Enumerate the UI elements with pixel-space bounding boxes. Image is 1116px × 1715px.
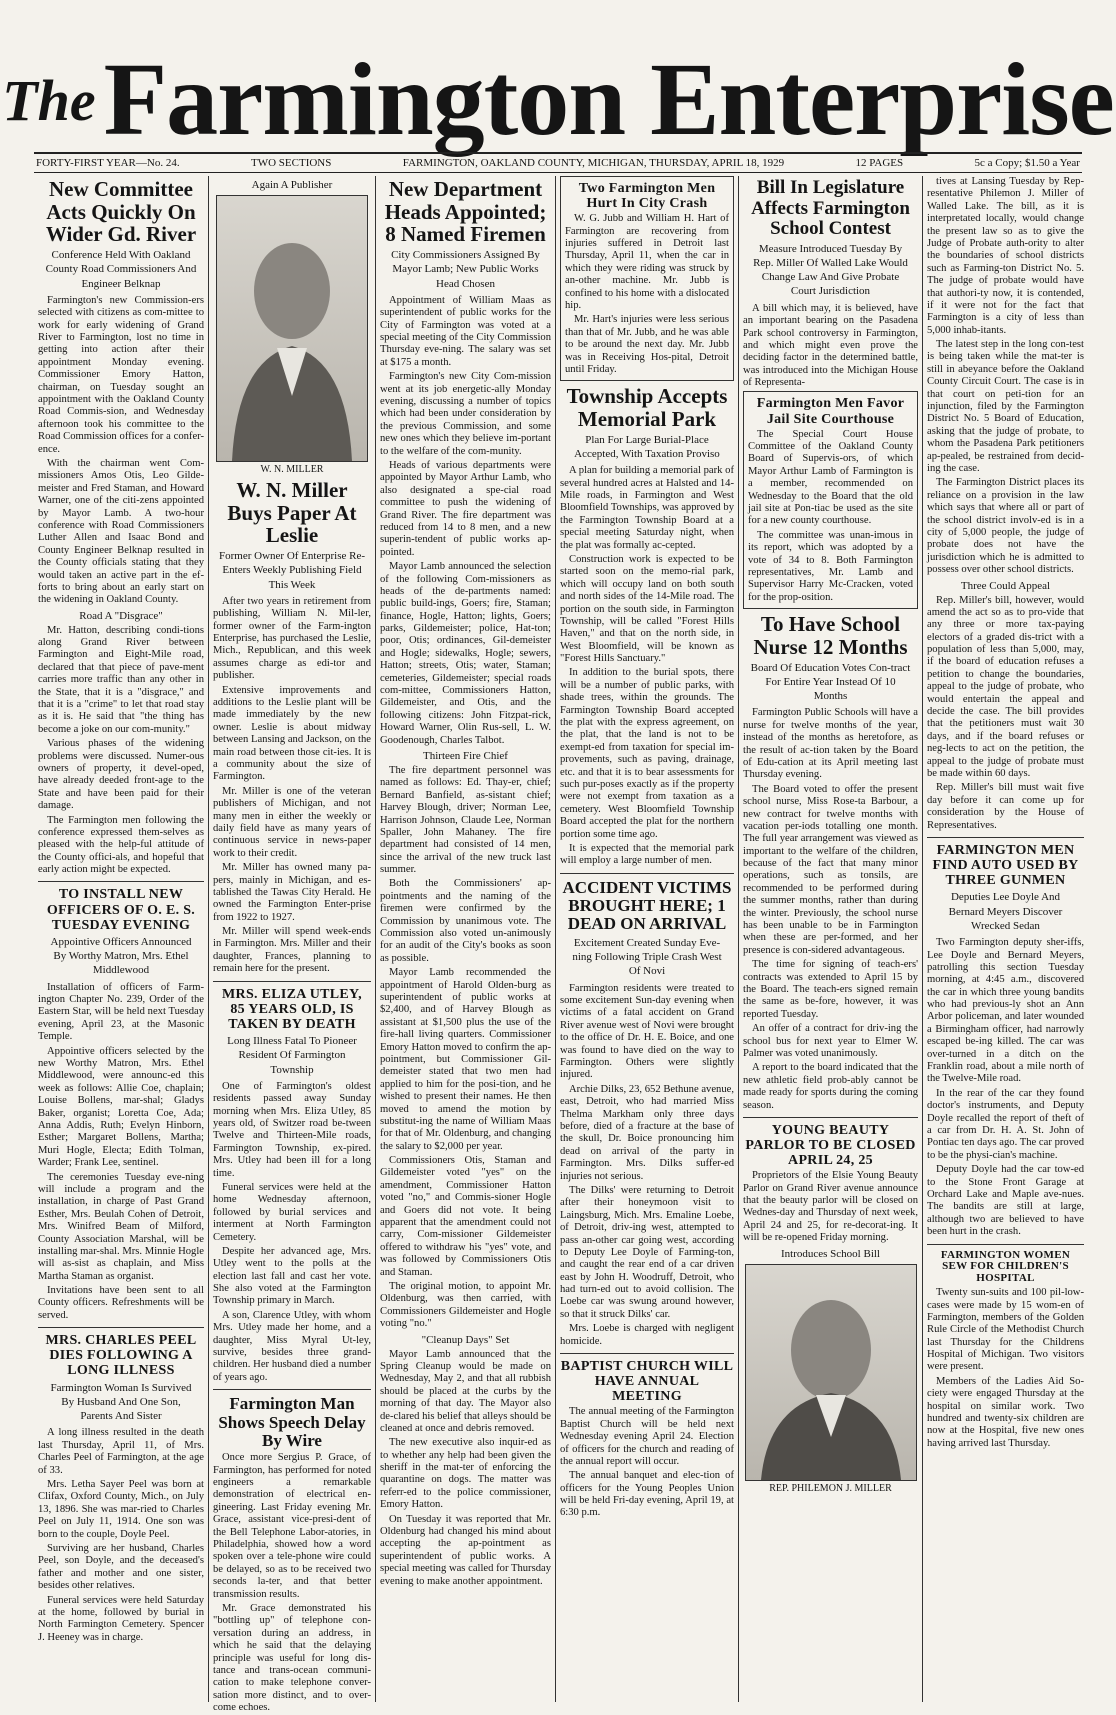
paragraph: Heads of various departments were appointed by Mayor Arthur Lamb, who also designated a spe-cial road committee to push the widening of Grand River. The fire department was reduced from 14 to 8 men, and a new superin-tendent of public works ap-pointed. <box>380 459 551 558</box>
paragraph: The ceremonies Tuesday eve-ning will include a program and the installation, in charge of Past Grand Esther, Mrs. Beulah Cohen of Detroit, Mrs. Winifred Beam of Milford, County Association Marshal, will be installing mar-shal. Mrs. Minnie Hogle will as-sist as chaplain, and Miss Martha Staman as organist. <box>38 1171 204 1282</box>
masthead <box>0 42 1116 157</box>
subhead: "Cleanup Days" Set <box>421 1333 510 1346</box>
deck-auto-gunmen: Deputies Lee Doyle And Bernard Meyers Discover Wrecked Sedan <box>948 891 1063 932</box>
deck-departments: City Commissioners Assigned By Mayor Lamb; New Public Works Head Chosen <box>391 249 540 290</box>
headline-school-nurse: To Have School Nurse 12 Months <box>753 612 908 659</box>
paragraph: Mr. Miller has owned many pa-pers, mainly in Michigan, and es-tablished the Tawas City Herald. He owned the Farmington Enter-prise from 1922 to 1927. <box>213 862 371 923</box>
place-and-date: FARMINGTON, OAKLAND COUNTY, MICHIGAN, THURSDAY, APRIL 18, 1929 <box>402 157 785 169</box>
paragraph: Funeral services were held at the home Wednesday afternoon, followed by burial services and interment at North Farmington Cemetery. <box>213 1181 371 1243</box>
paragraph: Rep. Miller's bill must wait five day before it can come up for consideration by the House of Representatives. <box>927 782 1084 831</box>
column-1 <box>34 176 208 1704</box>
photo-caption: REP. PHILEMON J. MILLER <box>769 1482 892 1494</box>
paragraph: Both the Commissioners' ap-pointments and the naming of the firemen were confirmed by the Commission by unanimous vote. The Commission also voted un-animously for an audit of the City's books as soon as possible. <box>380 878 551 964</box>
deck-school-bill: Measure Introduced Tuesday By Rep. Miller Of Walled Lake Would Change Law And Give Probate Court Jurisdiction <box>753 242 908 298</box>
headline-city-crash: Two Farmington Men Hurt In City Crash <box>578 181 716 212</box>
headline-oes: TO INSTALL NEW OFFICERS OF O. E. S. TUESDAY EVENING <box>46 887 196 933</box>
paragraph: An offer of a contract for driv-ing the school bus for next year to Elmer W. Palmer was voted unanimously. <box>743 1023 918 1059</box>
headline-memorial-park: Township Accepts Memorial Park <box>566 384 728 431</box>
paragraph: The annual meeting of the Farmington Baptist Church will be held next Wednesday evening April 24. Election of officers for the church and reading of the annual report will occur. <box>560 1406 734 1467</box>
paragraph: Commissioners Otis, Staman and Gildemeister voted "yes" on the amendment, Commissioner Hatton voted "no," and Commis-sioner Hogle and Goers did not vote. It being apparent that the amendment could not carry, Com-missioner Gildemeister offered to withdraw his "yes" vote, and was followed by Commissioners Otis and Staman. <box>380 1155 551 1278</box>
divider <box>38 881 204 882</box>
headline-peel: MRS. CHARLES PEEL DIES FOLLOWING A LONG ILLNESS <box>45 1333 197 1379</box>
divider <box>213 1389 371 1390</box>
paragraph: A son, Clarence Utley, with whom Mrs. Utley made her home, and a daughter, Miss Myral Ut-ley, survive, besides three grand-children. Her husband died a number of years ago. <box>213 1309 371 1383</box>
paragraph: Mayor Lamb recommended the appointment of Harold Olden-burg as superintendent of public works at $2,400, and of Harvey Blough as assistant at $1,500 plus the use of the fire-hall living quarters. Commissioner Emory Hatton moved to confirm the ap-pointment, but Commissioner Gil-demeister stated that two men had applied to him for the posi-tion, and he wished to present their names. He then moved to amend the motion by substitut-ing the name of William Maas for that of Mr. Oldenburg, and changing the salary to $2,000 per year. <box>380 967 551 1152</box>
portrait-silhouette-icon <box>746 1265 916 1480</box>
subhead: Road A "Disgrace" <box>79 609 163 622</box>
paragraph: The Dilks' were returning to Detroit after their honeymoon visit to Laingsburg, Mich. Mrs. Emaline Loebe, of Detroit, driv-ing west, attempted to pass an-other car going west, according to Deputy Lee Doyle of Farming-ton, and caught the rear end of a car driven east by John H. Woodruff, Detroit, who had turn-ed out to avoid collision. The Loebe car was swung around however, so that it struck Dilks' car. <box>560 1184 734 1320</box>
divider <box>927 837 1084 838</box>
paragraph: Mr. Miller is one of the veteran publishers of Michigan, and not many men in either the weekly or daily field have as many years of continuous service in news-paper work to their credit. <box>213 785 371 859</box>
paragraph: The time for signing of teach-ers' contracts was extended to April 15 by the Board. The teach-ers signed remain the same as be-fore, however, it was reported Tuesday. <box>743 959 918 1020</box>
column-6 <box>923 176 1088 1704</box>
paragraph: Invitations have been sent to all County officers. Refreshments will be served. <box>38 1285 204 1321</box>
paragraph: On Tuesday it was reported that Mr. Oldenburg had changed his mind about accepting the ap-pointment as superintendent of public works. A special meeting was called for Thursday evening to make another appointment. <box>380 1513 551 1587</box>
deck-accident: Excitement Created Sunday Eve-ning Following Triple Crash West Of Novi <box>572 936 722 978</box>
paragraph: Funeral services were held Saturday at the home, followed by burial in North Farmington Cemetery. Spencer J. Heeney was in charge. <box>38 1594 204 1643</box>
paragraph: Appointive officers selected by the new Worthy Matron, Mrs. Ethel Middlewood, were announc-ed this week as follows: Allie Coe, chaplain; Louise Bollens, mar-shal; Gladys Baker, organist; Loretta Coe, Ada; Anna Addis, Ruth; Evelyn Hinborn, Esther; Margaret Bollens, Martha; Muri Hogle, Electa; Edith Tolman, Warder; Frank Lee, sentinel. <box>38 1045 204 1169</box>
paragraph: In addition to the burial spots, there will be a number of public parks, with shade trees, within the grounds. The Farmington Township Board accepted the plat with the express agreement, on the plat, that the land is not to be exempt-ed from taxation for special im-provements, such as paving, drainage, etc. and that it is to bear assessments for such pur-poses exactly as if the property were not exempt from taxation as a cemetery. West Bloomfield Township Board accepted the plat for the northern portion some time ago. <box>560 667 734 840</box>
paragraph: W. G. Jubb and William H. Hart of Farmington are recovering from injuries suffered in Detroit last Thursday, April 11, when the car in which they were riding was struck by an-other machine. Mr. Jubb is confined to his home with a dislocated hip. <box>565 213 729 311</box>
portrait-silhouette-icon <box>217 196 367 461</box>
paragraph: Mr. Grace demonstrated his "bottling up" of telephone con-versation during an address, in which he said that the delaying principle was useful for long dis-tance and trans-ocean communi-cation to make telephone conver-sation more distinct, and to over-come echoes. <box>213 1602 371 1714</box>
paragraph: Deputy Doyle had the car tow-ed to the Stone Front Garage at Orchard Lake and Maple ave-nues. The bandits are still at large, although two are believed to have been hurt in the crash. <box>927 1164 1084 1238</box>
paragraph: With the chairman went Com-missioners Amos Otis, Leo Gilde-meister and Fred Staman, and Howard Warner, one of the citi-zens appointed by Mayor Lamb. A two-hour conference with Road Commissioners Luther Allen and Isaac Bond and County Engineer Belknap resulted in the County officials stating that they would taken an active part in the ef-forts to bring about an early start on the widening in Oakland County. <box>38 457 204 606</box>
deck-school-nurse: Board Of Education Votes Con-tract For Entire Year Instead Of 10 Months <box>750 661 911 703</box>
paragraph: Mr. Hart's injuries were less serious than that of Mr. Jubb, and he was able to be around the next day. Mr. Jubb was in Receiving Hos-pital, Detroit until Friday. <box>565 314 729 375</box>
sections-count: TWO SECTIONS <box>251 157 332 169</box>
paragraph: The committee was unan-imous in its report, which was adopted by a vote of 34 to 8. Both Farmington representatives, Mr. Lamb and Supervisor Harry Mc-Cracken, voted for the prop-osition. <box>748 529 913 603</box>
paragraph: Farmington residents were treated to some excitement Sun-day evening when victims of a fatal accident on Grand River avenue west of Novi were brought to the office of Dr. H. E. Boice, and one was found to have died on the way to Farmington. Others were slightly injured. <box>560 982 734 1081</box>
paragraph: Various phases of the widening problems were discussed. Numer-ous owners of property, it devel-oped, have already deeded front-age to the State and have been paid for their damage. <box>38 738 204 812</box>
price: 5c a Copy; $1.50 a Year <box>974 157 1080 169</box>
paragraph: After two years in retirement from publishing, William N. Mil-ler, former owner of the Farm-ington Enterprise, has purchased the Leslie, Mich., Republican, and this week assumes charge as edi-tor and publisher. <box>213 595 371 682</box>
paragraph: Mayor Lamb announced the selection of the following Com-missioners as heads of the de-partments named: public build-ings, Goers; fire, Staman; finance, Hogle, Hatton; lights, Goers; parks, Gildemeister; police, Hat-ton; poor, Otis; ordinances, Gil-demeister and Hogle; sidewalks, Hogle; sewers, Hatton; streets, Otis; water, Staman; cemeteries, Gildemeister; special roads com-mittee, Commissioners Hatton, Gildemeister, and Otis, and the following citizens: John Fitzpat-rick, Howard Warner, Olin Rus-sell, L. W. Goodenough, Charles Talbot. <box>380 561 551 746</box>
column-2 <box>209 176 375 1714</box>
paragraph: Twenty sun-suits and 100 pil-low-cases were made by 15 wom-en of Farmington, members of the Golden Rule Circle of the Methodist Church last Thursday for the Childrens Hospital of Michigan. Two visitors were present. <box>927 1287 1084 1373</box>
headline-beauty-parlor: YOUNG BEAUTY PARLOR TO BE CLOSED APRIL 24, 25 <box>745 1122 916 1169</box>
paragraph: Surviving are her husband, Charles Peel, son Doyle, and the deceased's father and mother and one sister, besides other relatives. <box>38 1542 204 1592</box>
paragraph: Installation of officers of Farm-ington Chapter No. 239, Order of the Eastern Star, will be held next Tuesday evening, April 23, at the Masonic Temple. <box>38 981 204 1043</box>
masthead-the: The <box>2 68 96 133</box>
headline-baptist: BAPTIST CHURCH WILL HAVE ANNUAL MEETING <box>560 1359 734 1405</box>
divider <box>927 1244 1084 1245</box>
paragraph: tives at Lansing Tuesday by Rep-resentative Philemon J. Miller of Walled Lake. The bill, as it is interpretated locally, would change the present law so as to give the Judge of Probate auth-ority to alter the boundaries of school districts such as Farming-ton District No. 5. The judge of probate would have that authori-ty now, it is contended, if it were not for the fact that Farmington is a city of less than 5,000 inhab-itants. <box>927 176 1084 336</box>
paragraph: Appointment of William Maas as superintendent of public works for the City of Farmington was voted at a special meeting of the City Commission Thursday eve-ning. The salary was set at $175 a month. <box>380 294 551 368</box>
paragraph: Proprietors of the Elsie Young Beauty Parlor on Grand River avenue announce that the beauty parlor will be closed on Wednes-day and Thursday of next week, April 24 and 25, for re-decorat-ing. It will be re-opened Friday morning. <box>743 1170 918 1244</box>
photo-kicker: Again A Publisher <box>251 179 333 191</box>
paragraph: A bill which may, it is believed, have an important bearing on the Pasadena Park school controversy in Farmington, and which might even prove the deciding factor in the determined battle, was introduced into the Michigan House of Representa- <box>743 302 918 389</box>
column-4 <box>556 176 738 1704</box>
deck-miller: Former Owner Of Enterprise Re-Enters Weekly Publishing Field This Week <box>219 550 366 591</box>
subhead: Thirteen Fire Chief <box>423 749 508 762</box>
deck-peel: Farmington Woman Is Survived By Husband And One Son, Parents And Sister <box>50 1381 192 1423</box>
headline-speech-delay: Farmington Man Shows Speech Delay By Wire <box>218 1394 366 1450</box>
paragraph: A long illness resulted in the death last Thursday, April 11, of Mrs. Charles Peel of Farmington, at the age of 33. <box>38 1427 204 1476</box>
column-5 <box>739 176 922 1704</box>
deck-committee: Conference Held With Oakland County Road Commissioners And Engineer Belknap <box>45 249 197 290</box>
divider <box>213 981 371 982</box>
volume-number: FORTY-FIRST YEAR—No. 24. <box>36 157 180 169</box>
paragraph: Construction work is expected to be started soon on the memo-rial park, which will occupy land on both south and north sides of the 14-Mile road. The portion on the south side, in Farmington Township, will be called "Forest Hills Haven," and that on the north side, in West Bloomfield, will be known as "Forest Hills Sanctuary." <box>560 553 734 665</box>
headline-auto-gunmen: FARMINGTON MEN FIND AUTO USED BY THREE GUNMEN <box>932 842 1079 889</box>
paragraph: Archie Dilks, 23, 652 Bethune avenue, east, Detroit, who had married Miss Thelma Markham only three days before, died of a fracture at the base of the skull, Dr. Boice pronouncing him dead on arrival of the party in Farmington. Mrs. Dilks suffer-ed injuries not serious. <box>560 1083 734 1182</box>
news-box <box>743 391 918 609</box>
paragraph: A plan for building a memorial park of several hundred acres at Halsted and 14-Mile roads, in Farmington and West Bloomfield Townships, was approved by the Farmington Township Board at a special meeting Saturday night, when the plat was formally ac-cepted. <box>560 465 734 551</box>
paragraph: Members of the Ladies Aid So-ciety were engaged Thursday at the hospital on similar work. Two hundred and twenty-six children are now at the Hospital, five new ones having arrived last Thursday. <box>927 1375 1084 1449</box>
subhead: Three Could Appeal <box>960 579 1051 592</box>
paragraph: Extensive improvements and additions to the Leslie plant will be made immediately by the new owner. Leslie is about midway between Lansing and Jackson, on the main road between those cit-ies. It is a community about the size of Farmington. <box>213 684 371 783</box>
headline-school-bill: Bill In Legislature Affects Farmington School Contest <box>751 177 910 240</box>
headline-departments: New Department Heads Appointed; 8 Named Firemen <box>384 177 547 247</box>
divider <box>560 1353 734 1354</box>
paragraph: The Special Court House Committee of the Oakland County Board of Supervis-ors, of which Mayor Arthur Lamb of Farmington is a member, recommended on Wednesday to the Board that the old jail site at Pon-tiac be used as the site for a new county courthouse. <box>748 428 913 527</box>
paragraph: In the rear of the car they found doctor's instruments, and Deputy Doyle recalled the report of theft of a car from Dr. H. A. St. John of Pontiac ten days ago. The car proved to be the physi-cian's machine. <box>927 1087 1084 1161</box>
deck-memorial-park: Plan For Large Burial-Place Accepted, With Taxation Proviso <box>574 433 720 460</box>
paragraph: The fire department personnel was named as follows: Ed. Thay-er, chief; Bernard Banfield, as-sistant chief; Harvey Blough, driver; Norman Lee, Harrison Johnson, Claude Lee, Norman Spaller, John Mahaney. The fire department had consisted of 14 men, since the arrival of the new truck last summer. <box>380 764 551 876</box>
paragraph: It is expected that the memorial park will employ a large number of men. <box>560 842 734 867</box>
paragraph: One of Farmington's oldest residents passed away Sunday morning when Mrs. Eliza Utley, 85 years old, of Switzer road be-tween Twelve and Thirteen-Mile roads, Farmington Township, ex-pired. Mrs. Utley had been ill for a long time. <box>213 1080 371 1179</box>
paragraph: The new executive also inquir-ed as to whether any help had been given the sheriff in the mat-ter of enforcing the quarantine on dogs. The matter was referr-ed to the police commissioner, Emory Hatton. <box>380 1437 551 1511</box>
paragraph: The annual banquet and elec-tion of officers for the Young Peoples Union will be held Fri-day evening, April 19, at 6:30 p.m. <box>560 1470 734 1519</box>
paragraph: Despite her advanced age, Mrs. Utley went to the polls at the election last fall and cast her vote. She also voted at the Farmington Township primary in March. <box>213 1245 371 1307</box>
headline-jail-site: Farmington Men Favor Jail Site Courthouse <box>756 396 905 427</box>
paragraph: The Farmington men following the conference expressed them-selves as pleased with the help-ful attitude of the County offici-als, and hopeful that early action might be expected. <box>38 814 204 876</box>
divider <box>560 873 734 874</box>
page-count: 12 PAGES <box>855 157 904 169</box>
portrait-photo <box>745 1264 917 1481</box>
portrait-photo <box>216 195 368 462</box>
paragraph: Mr. Miller will spend week-ends in Farmington. Mrs. Miller and their daughter, Frances, planning to remain here for the present. <box>213 926 371 975</box>
paragraph: Mrs. Loebe is charged with negligent homicide. <box>560 1323 734 1347</box>
paragraph: The Board voted to offer the present school nurse, Miss Rose-ta Barbour, a new contract for twelve months with vacation per-iods totalling one month. The full year arrangement was viewed as important to the welfare of the children, because of the fact that many minor operations, such as tonsils, are recommended to be performed during the summer months, rather than during the winter. Previously, the school nurse has been unable to be in Farmington when these are per-formed, and her presence is con-sidered advantageous. <box>743 783 918 956</box>
dateline <box>34 152 1082 173</box>
paragraph: Mayor Lamb announced that the Spring Cleanup would be made on Wednesday, May 2, and that all rubbish should be placed at the curbs by the morning of that day. The Mayor also de-clared his belief that alleys should be cleaned at once and debris removed. <box>380 1348 551 1434</box>
news-box <box>560 176 734 381</box>
divider <box>38 1327 204 1328</box>
paragraph: The original motion, to appoint Mr. Oldenburg, was then carried, with Commissioners Gildemeister and Hogle voting "no." <box>380 1280 551 1330</box>
headline-utley: MRS. ELIZA UTLEY, 85 YEARS OLD, IS TAKEN BY DEATH <box>222 986 362 1032</box>
paragraph: A report to the board indicated that the new athletic field prob-ably cannot be made ready for sports during the coming season. <box>743 1062 918 1111</box>
paragraph: The Farmington District places its reliance on a provision in the law which says that where all or part of the school district involv-ed is in a city of 5,000 people, the judge of probate does not have the jurisdiction which he is admitted to possess over other school districts. <box>927 477 1084 576</box>
headline-womens-sewing: FARMINGTON WOMEN SEW FOR CHILDREN'S HOSPITAL <box>940 1248 1071 1285</box>
paragraph: Farmington's new Commission-ers selected with citizens as com-mittee to work for early widening of Grand River to Farmington, lost no time in getting into action after their appointment Monday evening. Commissioner Emory Hatton, chairman, on Tuesday sought an appointment with the Oakland County Road Commis-sion, and Wednesday afternoon took his committee to the Road Commission offices for a confer-ence. <box>38 294 204 455</box>
paragraph: Two Farmington deputy sher-iffs, Lee Doyle and Bernard Meyers, patrolling this section Tuesday morning, at 4:45 a.m., discovered the car in which three young bandits who had previous-ly shot an Ann Arbor policeman, and later wounded a Birmingham officer, had narrowly escaped be-ing killed. The car was over-turned in a ditch on the Franklin road, about a mile north of the Twelve-Mile road. <box>927 937 1084 1085</box>
divider <box>743 1117 918 1118</box>
photo-caption: W. N. MILLER <box>260 464 324 475</box>
paragraph: Mrs. Letha Sayer Peel was born at Clifax, Oxford County, Mich., on July 13, 1896. She was mar-ried to Charles Peel on July 11, 1914. One son was born to the couple, Doyle Peel. <box>38 1479 204 1540</box>
column-3 <box>376 176 555 1704</box>
masthead-title: Farmington Enterprise <box>103 42 1114 157</box>
paragraph: Farmington Public Schools will have a nurse for twelve months of the year, instead of the months as heretofore, as the result of ac-tion taken by the Board of Edu-cation at its April meeting last Thursday evening. <box>743 707 918 781</box>
paragraph: The latest step in the long con-test is being taken while the mat-ter is still in abeyance before the Oakland County Circuit Court. The case is in that court on peti-tion for an injunction, filed by the Farmington District No. 5 Board of Education, asking that the judge of probate, to whom the Pasadena Park petitioners ap-pealed, be restrained from decid-ing the case. <box>927 339 1084 474</box>
headline-miller: W. N. Miller Buys Paper At Leslie <box>227 478 357 548</box>
headline-accident: ACCIDENT VICTIMS BROUGHT HERE; 1 DEAD ON ARRIVAL <box>562 877 732 934</box>
headline-committee: New Committee Acts Quickly On Wider Gd. River <box>45 177 197 247</box>
paragraph: Farmington's new City Com-mission went at its job energetic-ally Monday evening, discussing a number of topics which had been under consideration by the previous Commission, and some new ones which they believe im-portant to the welfare of the com-munity. <box>380 371 551 457</box>
deck-utley: Long Illness Fatal To Pioneer Resident Of Farmington Township <box>227 1034 357 1076</box>
paragraph: Mr. Hatton, describing condi-tions along Grand River between Farmington and Eight-Mile road, declared that that piece of pave-ment carries more traffic than any other in the State, that it is a "disgrace," and that it is a "crime" to let that road stay as it is. He said that "the thing has become a joke on our com-munity." <box>38 624 204 735</box>
deck-oes: Appointive Officers Announced By Worthy Matron, Mrs. Ethel Middlewood <box>50 935 192 977</box>
photo-kicker: Introduces School Bill <box>781 1247 880 1260</box>
paragraph: Once more Sergius P. Grace, of Farmington, has performed for noted engineers a remarkable demonstration of electrical en-gineering. Last Friday evening Mr. Grace, assistant vice-presi-dent of the Bell Telephone Labor-atories, in Philadelphia, showed how a word spoken over a tele-phone wire could be delayed, so as to be received two seconds la-ter, and that better transmission results. <box>213 1452 371 1600</box>
paragraph: Rep. Miller's bill, however, would amend the act so as to pro-vide that any three or more tax-paying electors of a graded dis-trict with a population of less than 5,000, may, if the board of education refuses a petition to change the boundaries, appeal to the judge of probate, who would entertain the appeal and decide the case. The bill provides that the petitioners must wait 30 days, and if the board refuses or neg-lects to act on the petition, the appeal to the judge of probate must be made within 60 days. <box>927 594 1084 779</box>
